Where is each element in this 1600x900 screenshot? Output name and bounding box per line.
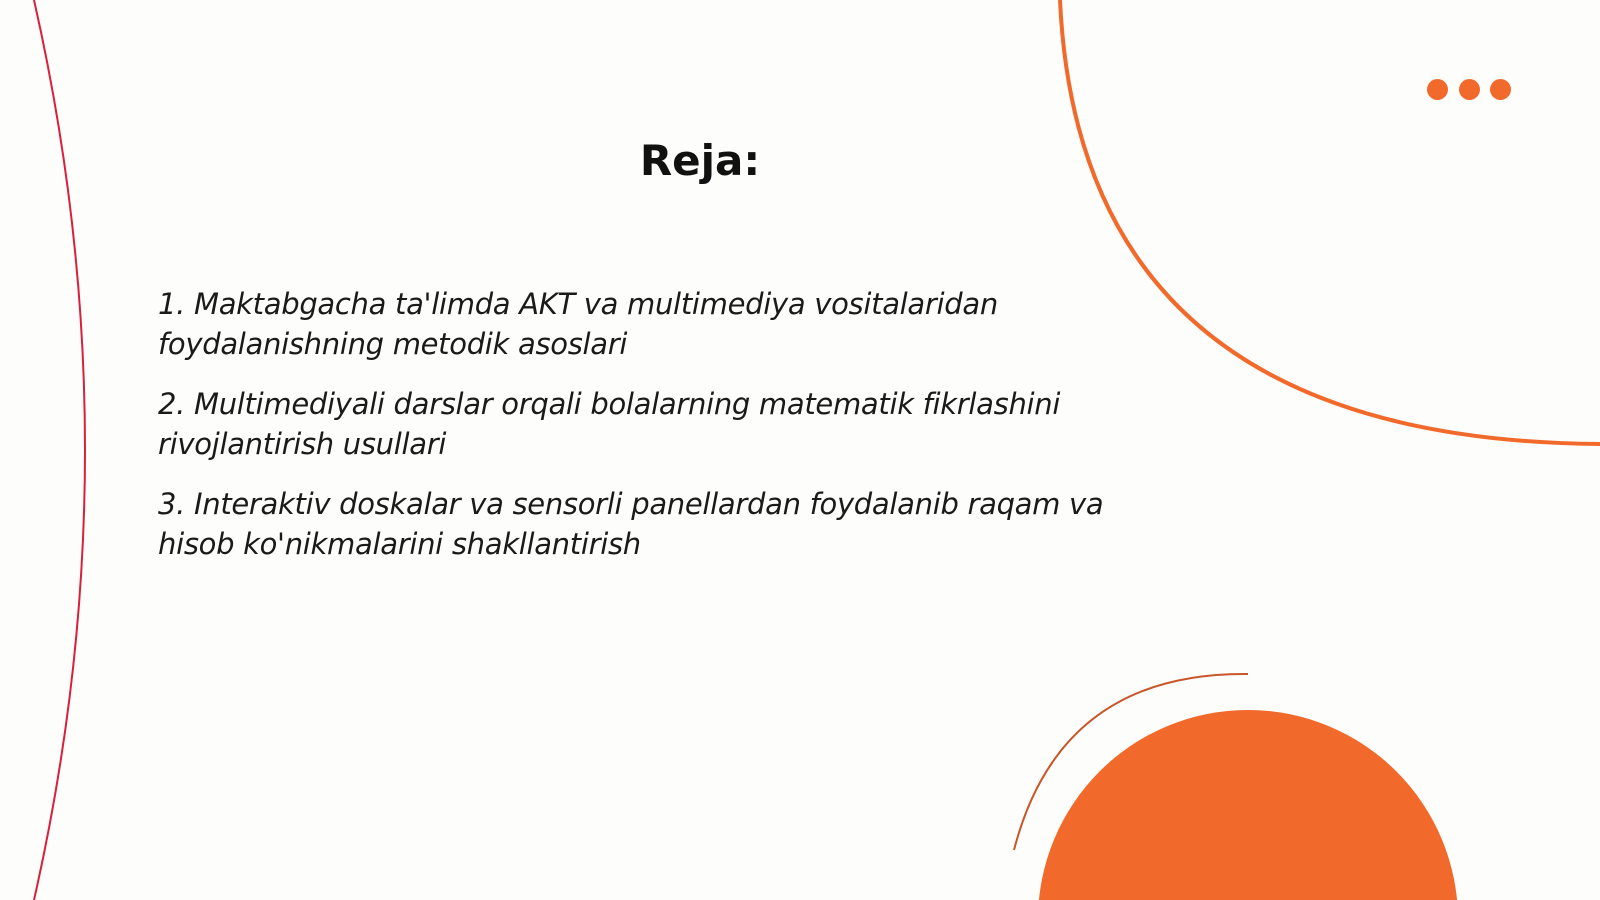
plan-item-2: 2. Multimediyali darslar orqali bolalarning matematik fikrlashini rivojlantirish usullari bbox=[158, 387, 1061, 461]
dot bbox=[1490, 79, 1511, 100]
left-red-curve bbox=[34, 0, 85, 900]
top-right-orange-arc bbox=[1060, 0, 1600, 444]
dot bbox=[1459, 79, 1480, 100]
more-dots-icon bbox=[1427, 79, 1511, 101]
dot bbox=[1427, 79, 1448, 100]
plan-item-3: 3. Interaktiv doskalar va sensorli panellardan foydalanib raqam va hisob ko'nikmalarini shakllantirish bbox=[158, 487, 1104, 561]
bottom-orange-circle bbox=[1038, 710, 1458, 900]
plan-list bbox=[158, 284, 1138, 584]
slide-title: Reja: bbox=[639, 136, 761, 185]
plan-item-1: 1. Maktabgacha ta'limda AKT va multimediya vositalaridan foydalanishning metodik asoslari bbox=[158, 287, 998, 361]
